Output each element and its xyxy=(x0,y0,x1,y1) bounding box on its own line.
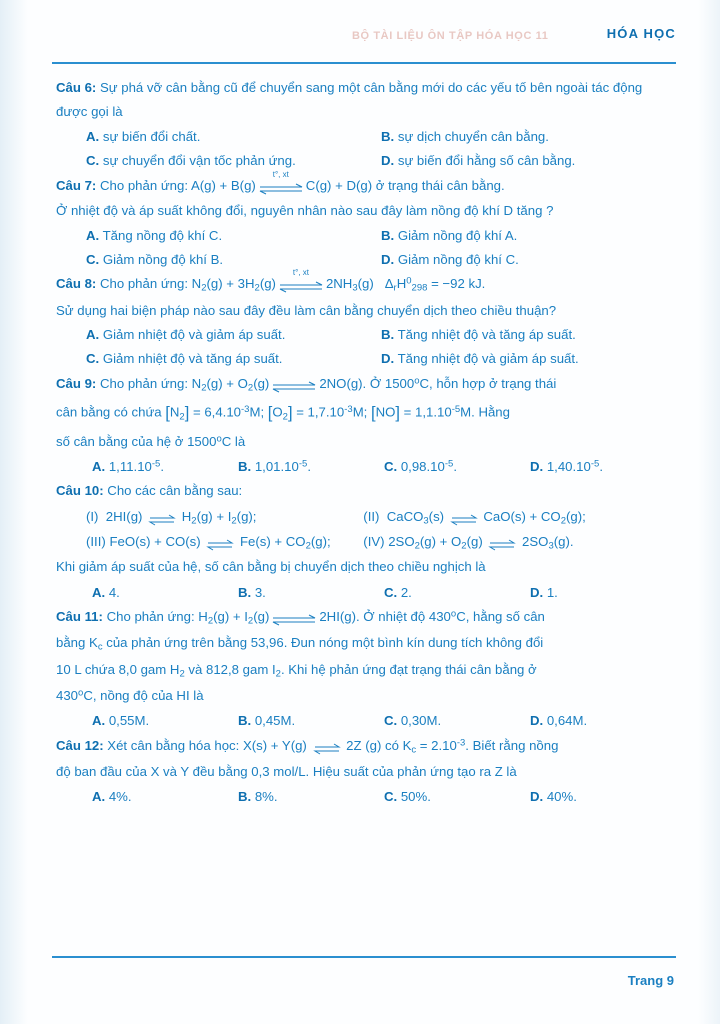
equilibrium-arrow-icon xyxy=(278,268,324,291)
equilibrium-arrow-icon xyxy=(148,511,176,524)
question-cau6 xyxy=(56,76,676,174)
option-cau9-d[interactable]: D. $1,40.10^{-5}$. xyxy=(530,458,603,475)
option-cau9-b-key: B. xyxy=(238,459,252,475)
option-cau11-a-text: 0,55M. xyxy=(105,713,150,729)
option-cau11-b-key: B. xyxy=(238,713,252,729)
option-cau11-a[interactable] xyxy=(92,709,238,733)
option-cau7-c-key: C. xyxy=(86,251,100,267)
question-cau6-options-row-1 xyxy=(56,125,676,149)
option-cau7-b-text: Giảm nồng độ khí A. xyxy=(394,227,518,243)
question-cau11 xyxy=(56,605,676,734)
option-cau11-b-text: 0,45M. xyxy=(251,713,296,729)
option-cau8-b-key: B. xyxy=(381,327,395,343)
option-cau10-d-key: D. xyxy=(530,584,544,600)
option-cau9-b[interactable]: B. $1,01.10^{-5}$. xyxy=(238,458,311,475)
option-cau11-d[interactable] xyxy=(530,709,676,733)
option-cau8-d-key: D. xyxy=(381,351,395,367)
question-cau7-stem xyxy=(56,169,676,198)
option-cau6-c[interactable] xyxy=(86,149,381,173)
option-cau10-a-text: 4. xyxy=(105,584,120,600)
question-cau9 xyxy=(56,372,676,480)
option-cau10-c-text: 2. xyxy=(397,584,412,600)
question-cau7 xyxy=(56,169,676,273)
option-cau7-a-text: Tăng nồng độ khí C. xyxy=(99,227,223,243)
equilibrium-arrow-icon xyxy=(488,536,516,549)
option-cau11-c[interactable] xyxy=(384,709,530,733)
option-cau10-c[interactable] xyxy=(384,581,530,605)
question-cau6-stem xyxy=(56,76,676,125)
option-cau8-d[interactable] xyxy=(381,347,676,371)
option-cau8-c-text: Giảm nhiệt độ và tăng áp suất. xyxy=(99,351,283,367)
question-cau6-label: Câu 6: xyxy=(56,80,97,95)
option-cau8-a[interactable] xyxy=(86,323,381,347)
option-cau9-c-key: C. xyxy=(384,459,398,475)
question-cau11-line4: 430$^o$C, nồng độ của HI là xyxy=(56,687,204,703)
question-cau8-stem xyxy=(56,268,676,297)
question-cau8 xyxy=(56,268,676,371)
question-cau7-text2: Ở nhiệt độ và áp suất không đổi, nguyên nhân nào sau đây làm nồng độ khí D tăng ? xyxy=(56,203,554,219)
option-cau10-b[interactable] xyxy=(238,581,384,605)
option-cau8-c-key: C. xyxy=(86,351,100,367)
question-cau12 xyxy=(56,734,676,810)
equilibrium-iv: (IV) $2SO_2(g) + O_2(g)$ $2SO_3(g)$. xyxy=(363,534,574,552)
question-cau10 xyxy=(56,479,676,605)
option-cau7-b[interactable] xyxy=(381,224,676,248)
option-cau7-c[interactable] xyxy=(86,248,381,272)
option-cau7-a-key: A. xyxy=(86,227,100,243)
option-cau12-c-key: C. xyxy=(384,789,398,805)
option-cau12-d[interactable] xyxy=(530,785,676,809)
option-cau12-d-text: 40%. xyxy=(543,789,577,805)
question-cau12-stem: Câu 12: Xét cân bằng hóa học: X(s) + Y(g) 2Z (g) có $K_c = 2.10^{-3}$. Biết rằng nồng xyxy=(56,736,559,756)
arrow-label-cau7: t°, xt xyxy=(272,169,289,179)
option-cau8-a-key: A. xyxy=(86,327,100,343)
header-watermark-text: BỘ TÀI LIỆU ÔN TẬP HÓA HỌC 11 xyxy=(352,30,549,42)
question-cau12-options-row xyxy=(56,785,676,809)
question-cau7-label: Câu 7: xyxy=(56,177,97,193)
option-cau11-d-text: 0,64M. xyxy=(543,713,588,729)
option-cau10-b-text: 3. xyxy=(251,584,266,600)
option-cau10-a-key: A. xyxy=(92,584,106,600)
question-cau11-label: Câu 11: xyxy=(56,609,103,625)
question-cau10-stem xyxy=(56,479,676,503)
question-cau10-options-row xyxy=(56,581,676,605)
question-cau9-equation: $N_2(g) + O_2(g)$ 2NO(g). Ở 1500$^o$C, hỗn hợp ở trạng thái xyxy=(191,375,557,394)
question-cau10-text: Cho các cân bằng sau: xyxy=(103,483,243,499)
option-cau7-a[interactable] xyxy=(86,224,381,248)
option-cau6-c-text: sự chuyển đổi vận tốc phản ứng. xyxy=(99,153,296,169)
option-cau11-c-text: 0,30M. xyxy=(397,713,442,729)
page-number: Trang 9 xyxy=(627,973,674,988)
option-cau8-b-text: Tăng nhiệt độ và tăng áp suất. xyxy=(394,327,576,343)
question-cau12-label: Câu 12: xyxy=(56,737,104,753)
option-cau11-d-key: D. xyxy=(530,713,544,729)
question-cau10-equilibria-row-1 xyxy=(56,505,676,530)
question-cau10-label: Câu 10: xyxy=(56,483,104,499)
question-cau7-lead: Cho phản ứng: xyxy=(96,177,191,193)
option-cau12-a-key: A. xyxy=(92,789,106,805)
option-cau7-d-text: Giảm nồng độ khí C. xyxy=(394,251,519,267)
option-cau7-b-key: B. xyxy=(381,227,395,243)
equilibrium-arrow-icon xyxy=(206,536,234,549)
option-cau8-a-text: Giảm nhiệt độ và giảm áp suất. xyxy=(99,327,286,343)
question-cau10-equilibria-row-2 xyxy=(56,530,676,555)
question-cau7-options-row-1 xyxy=(56,224,676,248)
option-cau12-c[interactable] xyxy=(384,785,530,809)
equilibrium-i: (I) 2HI(g) $H_2(g) + I_2(g)$; xyxy=(86,508,257,527)
page-header xyxy=(52,26,676,60)
question-cau11-lead: Cho phản ứng: xyxy=(102,609,199,625)
question-cau7-options-row-2 xyxy=(56,248,676,272)
question-cau9-label: Câu 9: xyxy=(56,375,97,391)
option-cau12-b-text: 8%. xyxy=(251,789,278,805)
footer-divider xyxy=(52,956,676,958)
question-cau9-stem xyxy=(56,372,676,397)
option-cau12-a[interactable] xyxy=(92,785,238,809)
question-cau11-equation: $H_2(g) + I_2(g)$ 2HI(g). Ở nhiệt độ 430$^o$C, hằng số cân xyxy=(198,608,545,627)
option-cau6-b[interactable] xyxy=(381,125,676,149)
option-cau9-a-key: A. xyxy=(92,459,106,475)
option-cau12-d-key: D. xyxy=(530,789,544,805)
option-cau12-c-text: 50%. xyxy=(397,789,431,805)
option-cau6-a-key: A. xyxy=(86,128,100,144)
question-cau6-options-row-2 xyxy=(56,149,676,173)
question-cau8-options-row-2 xyxy=(56,347,676,371)
question-cau8-label: Câu 8: xyxy=(56,276,97,292)
option-cau6-b-key: B. xyxy=(381,128,395,144)
equilibrium-iii: (III) FeO(s) + CO(s) $Fe(s) + CO_2(g)$; xyxy=(86,534,331,552)
option-cau9-c[interactable]: C. $0,98.10^{-5}$. xyxy=(384,458,457,475)
question-cau11-line3: 10 L chứa 8,0 gam $H_2$ và 812,8 gam $I_2$. Khi hệ phản ứng đạt trạng thái cân bằng ở xyxy=(56,661,537,680)
question-cau9-line2: cân bằng có chứa $[N_2] = 6,4.10^{-3}M$; $[O_2] = 1,7.10^{-3}M$; $[NO] = 1,1.10^{-5}M$. Hằng xyxy=(56,404,510,423)
question-cau7-equation: A(g) + B(g) t°, xt C(g) + D(g) ở trạng thái cân bằng. xyxy=(190,169,505,193)
option-cau6-d-key: D. xyxy=(381,153,395,169)
option-cau7-c-text: Giảm nồng độ khí B. xyxy=(99,251,224,267)
option-cau10-d-text: 1. xyxy=(543,584,558,600)
option-cau12-b-key: B. xyxy=(238,789,252,805)
option-cau11-a-key: A. xyxy=(92,713,106,729)
option-cau12-a-text: 4%. xyxy=(105,789,132,805)
option-cau12-b[interactable] xyxy=(238,785,384,809)
question-cau11-line2: bằng $K_c$ của phản ứng trên bằng 53,96. Đun nóng một bình kín dung tích không đổi xyxy=(56,635,544,654)
option-cau6-a-text: sự biến đổi chất. xyxy=(99,128,201,144)
option-cau10-a[interactable] xyxy=(92,581,238,605)
equilibrium-ii: (II) CaCO$_3$(s) $CaO(s) + CO_2(g)$; xyxy=(363,508,586,527)
question-cau8-options-row-1 xyxy=(56,323,676,347)
question-cau8-equation: $N_2(g) + 3H_2(g)$ t°, xt $2NH_3(g) \Delta_rH^0_{298} = -92$ kJ. xyxy=(191,268,486,295)
option-cau6-b-text: sự dịch chuyển cân bằng. xyxy=(394,128,549,144)
question-cau9-lead: Cho phản ứng: xyxy=(96,375,192,391)
option-cau6-c-key: C. xyxy=(86,153,100,169)
equilibrium-arrow-icon xyxy=(313,740,341,753)
option-cau8-d-text: Tăng nhiệt độ và giảm áp suất. xyxy=(394,351,579,367)
question-cau6-text: Sự phá vỡ cân bằng cũ để chuyển sang một cân bằng mới do các yếu tố bên ngoài tác động được gọi là xyxy=(56,80,643,120)
option-cau7-d[interactable] xyxy=(381,248,676,272)
question-cau8-lead: Cho phản ứng: xyxy=(96,276,192,292)
header-subject-title: HÓA HỌC xyxy=(606,26,676,41)
question-cau12-line2: độ ban đầu của X và Y đều bằng 0,3 mol/L. Hiệu suất của phản ứng tạo ra Z là xyxy=(56,763,517,779)
option-cau10-d[interactable] xyxy=(530,581,676,605)
page-content xyxy=(56,76,676,944)
question-cau11-options-row xyxy=(56,709,676,733)
equilibrium-arrow-icon xyxy=(271,611,317,624)
question-cau8-text2: Sử dụng hai biện pháp nào sau đây đều làm cân bằng chuyển dịch theo chiều thuận? xyxy=(56,302,557,318)
header-divider xyxy=(52,62,676,64)
option-cau10-c-key: C. xyxy=(384,584,398,600)
option-cau10-b-key: B. xyxy=(238,584,252,600)
option-cau11-c-key: C. xyxy=(384,713,398,729)
option-cau8-c[interactable] xyxy=(86,347,381,371)
option-cau6-a[interactable] xyxy=(86,125,381,149)
question-cau9-line3: số cân bằng của hệ ở 1500$^o$C là xyxy=(56,432,246,449)
question-cau9-options-row xyxy=(56,455,676,479)
option-cau6-d-text: sự biến đổi hằng số cân bằng. xyxy=(394,153,576,169)
equilibrium-arrow-icon xyxy=(258,169,304,193)
arrow-label-cau8: t°, xt xyxy=(292,268,309,278)
option-cau8-b[interactable] xyxy=(381,323,676,347)
option-cau6-d[interactable] xyxy=(381,149,676,173)
question-cau11-stem xyxy=(56,605,676,630)
equilibrium-arrow-icon xyxy=(450,511,478,524)
option-cau9-a[interactable]: A. $1,11.10^{-5}$. xyxy=(92,458,164,475)
equilibrium-arrow-icon xyxy=(271,378,317,391)
option-cau9-d-key: D. xyxy=(530,459,544,475)
question-cau10-text2: Khi giảm áp suất của hệ, số cân bằng bị chuyển dịch theo chiều nghịch là xyxy=(56,559,486,575)
option-cau11-b[interactable] xyxy=(238,709,384,733)
option-cau7-d-key: D. xyxy=(381,251,395,267)
